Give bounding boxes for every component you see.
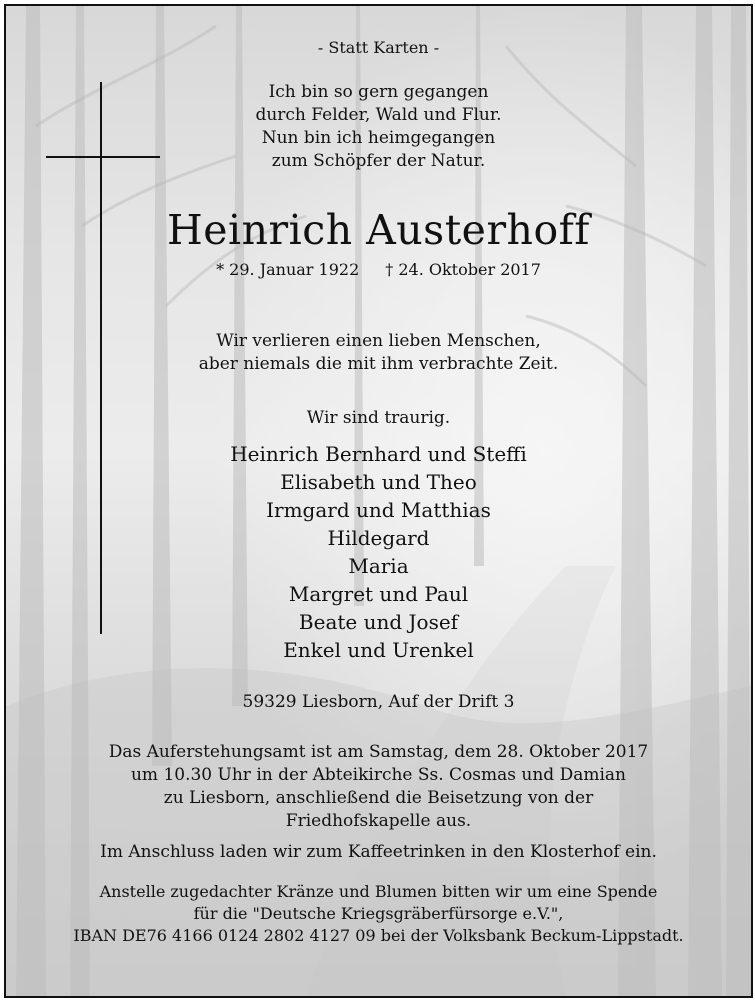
obituary-frame — [4, 4, 753, 998]
family-member: Maria — [348, 554, 409, 578]
family-member: Beate und Josef — [298, 610, 459, 634]
donation-line: Anstelle zugedachter Kränze und Blumen bitten wir um eine Spende — [99, 882, 658, 901]
address: 59329 Liesborn, Auf der Drift 3 — [242, 692, 515, 712]
obituary-content — [6, 6, 751, 996]
coffee-invitation: Im Anschluss laden wir zum Kaffeetrinken in den Klosterhof ein. — [100, 842, 657, 862]
death-date: † 24. Oktober 2017 — [385, 260, 541, 279]
mourning-intro: Wir sind traurig. — [306, 408, 451, 428]
family-member: Enkel und Urenkel — [283, 638, 474, 662]
life-dates — [6, 260, 751, 279]
service-line: um 10.30 Uhr in der Abteikirche Ss. Cosmas und Damian — [130, 765, 627, 785]
family-member: Heinrich Bernhard und Steffi — [230, 442, 527, 466]
poem-line: durch Felder, Wald und Flur. — [255, 105, 502, 125]
quote-line: aber niemals die mit ihm verbrachte Zeit. — [198, 354, 559, 374]
family-member: Elisabeth und Theo — [280, 470, 477, 494]
donation-line: für die "Deutsche Kriegsgräberfürsorge e.V.", — [193, 904, 564, 923]
family-member: Margret und Paul — [288, 582, 469, 606]
birth-date: * 29. Januar 1922 — [216, 260, 360, 279]
poem-line: Nun bin ich heimgegangen — [261, 128, 496, 148]
service-line: Das Auferstehungsamt ist am Samstag, dem 28. Oktober 2017 — [108, 742, 649, 762]
service-line: zu Liesborn, anschließend die Beisetzung von der — [163, 788, 594, 808]
deceased-name: Heinrich Austerhoff — [167, 206, 590, 254]
donation-line: IBAN DE76 4166 0124 2802 4127 09 bei der Volksbank Beckum-Lippstadt. — [73, 926, 684, 945]
family-member: Hildegard — [327, 526, 430, 550]
service-line: Friedhofskapelle aus. — [285, 811, 472, 831]
poem-line: Ich bin so gern gegangen — [268, 82, 489, 102]
statt-karten-label: - Statt Karten - — [317, 38, 440, 57]
quote-line: Wir verlieren einen lieben Menschen, — [216, 331, 541, 351]
family-member: Irmgard und Matthias — [266, 498, 491, 522]
poem-line: zum Schöpfer der Natur. — [271, 151, 486, 171]
